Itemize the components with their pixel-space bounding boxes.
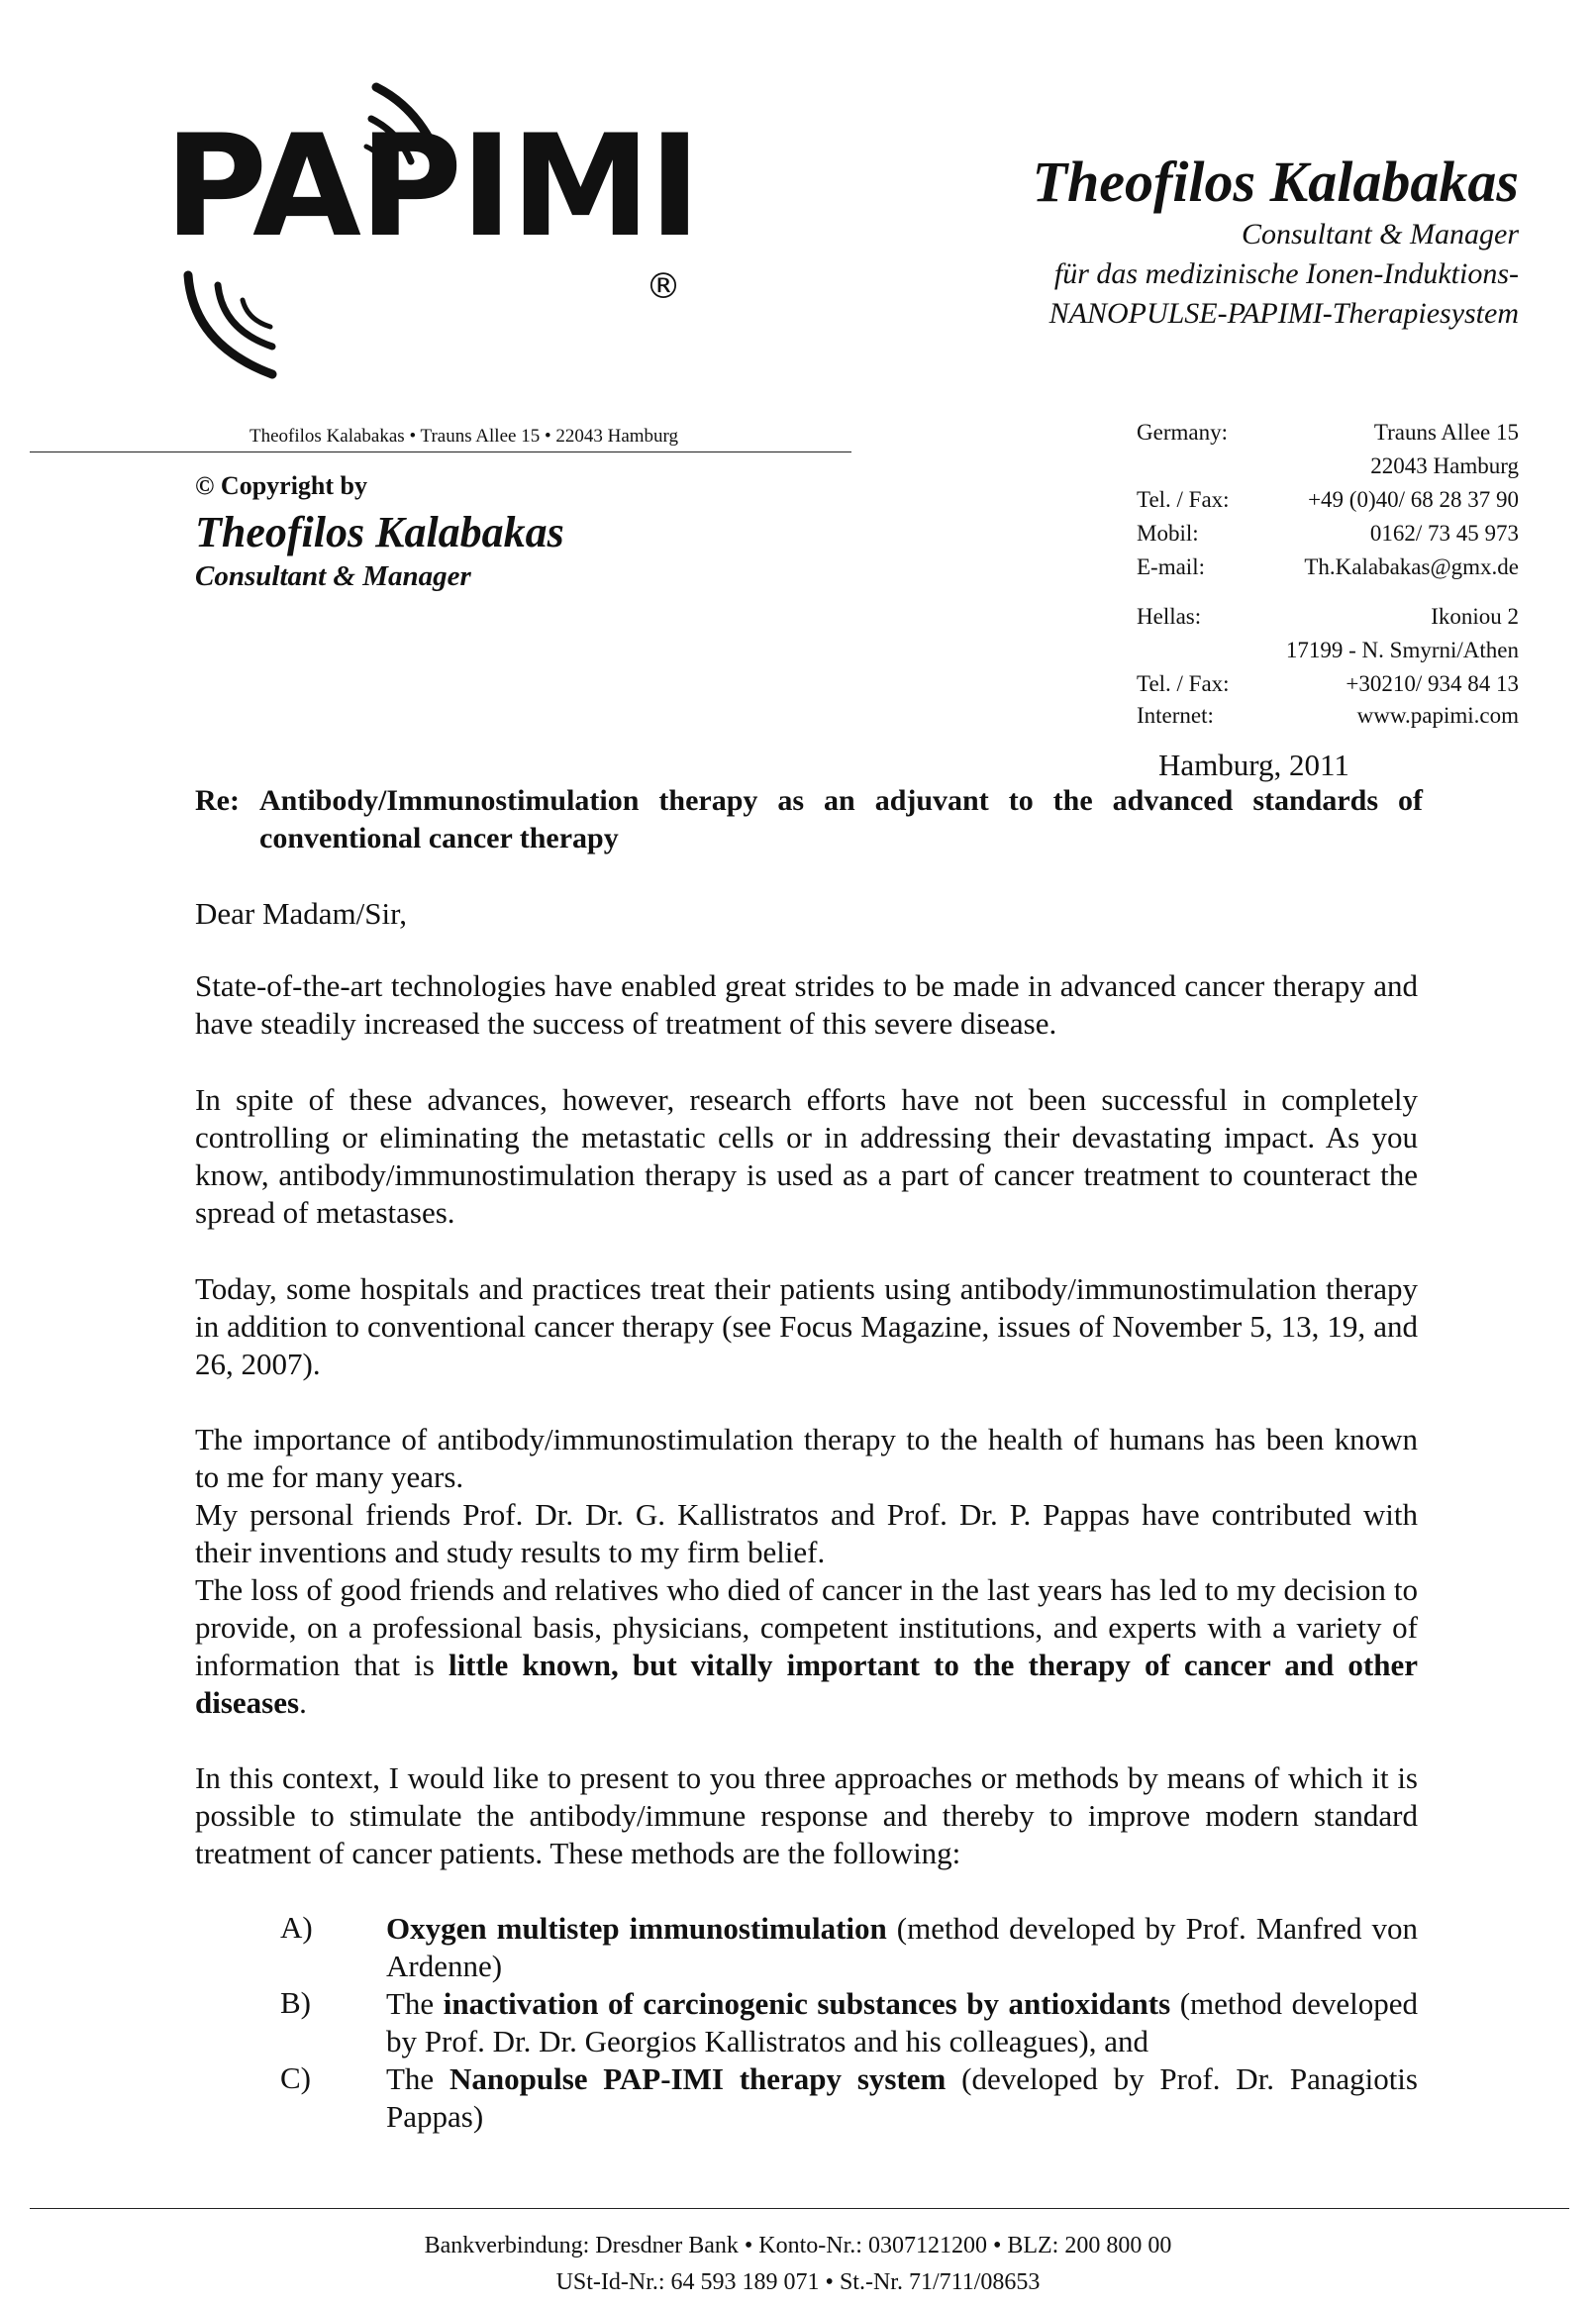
- list-item-a-marker: A): [280, 1910, 313, 1945]
- list-item-c-prefix: The: [386, 2061, 449, 2096]
- germany-street: Trauns Allee 15: [1373, 420, 1519, 445]
- paragraph-4c-emphasis: little known, but vitally important to the therapy of cancer and other diseases: [195, 1648, 1418, 1720]
- website-link[interactable]: www.papimi.com: [1356, 703, 1519, 728]
- hellas-street: Ikoniou 2: [1431, 604, 1519, 629]
- paragraph-3: Today, some hospitals and practices treat their patients using antibody/immunostimulation therapy in addition to conventional cancer therapy (see Focus Magazine, issues of November 5, 13, 19, and 26, 2007).: [195, 1271, 1418, 1381]
- hellas-city: 17199 - N. Smyrni/Athen: [1285, 638, 1519, 662]
- paragraph-4b: My personal friends Prof. Dr. Dr. G. Kallistratos and Prof. Dr. P. Pappas have contributed with their inventions and study results to my firm belief.: [195, 1497, 1418, 1569]
- header-role: Consultant & Manager: [1241, 218, 1519, 251]
- subject-line1: Antibody/Immunostimulation therapy as an adjuvant to the advanced standards of: [259, 784, 1423, 817]
- list-item-b-title: inactivation of carcinogenic substances by antioxidants: [443, 1986, 1171, 2021]
- list-item-a-title: Oxygen multistep immunostimulation: [386, 1911, 887, 1946]
- copyright-role: Consultant & Manager: [195, 560, 471, 592]
- footer-tax-details: USt-Id-Nr.: 64 593 189 071 • St.-Nr. 71/711/08653: [555, 2269, 1041, 2295]
- paragraph-4c-text: The loss of good friends and relatives who died of cancer in the last years has led to my decision to provide, on a professional basis, physicians, competent institutions, and experts with a variety of information that is: [195, 1572, 1418, 1682]
- list-item-b: [386, 1985, 1418, 2060]
- telfax-hellas: +30210/ 934 84 13: [1346, 671, 1519, 696]
- germany-city: 22043 Hamburg: [1370, 453, 1519, 478]
- list-item-c-detail: (developed by Prof. Dr. Panagiotis Pappas): [386, 2061, 1418, 2134]
- letter-date: Hamburg, 2011: [1158, 748, 1349, 782]
- header-description-line2: NANOPULSE-PAPIMI-Therapiesystem: [1048, 297, 1519, 330]
- paragraph-1: State-of-the-art technologies have enabled great strides to be made in advanced cancer therapy and have steadily increased the success of treatment of this severe disease.: [195, 968, 1418, 1041]
- mobil-number: 0162/ 73 45 973: [1369, 521, 1519, 546]
- mobil-label: Mobil:: [1137, 521, 1199, 546]
- paragraph-5: In this context, I would like to present to you three approaches or methods by means of which it is possible to stimulate the antibody/immune response and thereby to improve modern standard treatment of cancer patients. These methods are the following:: [195, 1760, 1418, 1870]
- hellas-label: Hellas:: [1137, 604, 1202, 629]
- return-address: Theofilos Kalabakas • Trauns Allee 15 • 22043 Hamburg: [249, 426, 679, 447]
- paragraph-4c-end: .: [299, 1685, 307, 1720]
- papimi-logo: PAPIMI: [164, 105, 699, 268]
- return-address-divider: [30, 451, 851, 452]
- list-item-c: [386, 2060, 1418, 2136]
- telfax-germany: +49 (0)40/ 68 28 37 90: [1308, 487, 1519, 512]
- email-link[interactable]: Th.Kalabakas@gmx.de: [1304, 554, 1519, 579]
- copyright-name: Theofilos Kalabakas: [195, 508, 564, 556]
- list-item-a: [386, 1910, 1418, 1985]
- paragraph-4a: The importance of antibody/immunostimulation therapy to the health of humans has been known to me for many years.: [195, 1422, 1418, 1494]
- list-item-a-detail: (method developed by Prof. Manfred von Ardenne): [386, 1911, 1418, 1983]
- email-label: E-mail:: [1137, 554, 1205, 579]
- header-name: Theofilos Kalabakas: [1032, 150, 1519, 214]
- subject-label: Re:: [195, 784, 240, 817]
- list-item-b-detail: (method developed by Prof. Dr. Dr. Georgios Kallistratos and his colleagues), and: [386, 1986, 1418, 2058]
- list-item-c-marker: C): [280, 2060, 311, 2095]
- telfax-label-hellas: Tel. / Fax:: [1137, 671, 1230, 696]
- telfax-label: Tel. / Fax:: [1137, 487, 1230, 512]
- footer-divider: [30, 2208, 1569, 2209]
- salutation: Dear Madam/Sir,: [195, 896, 407, 931]
- germany-label: Germany:: [1137, 420, 1228, 445]
- registered-mark: ®: [646, 266, 681, 307]
- paragraph-2: In spite of these advances, however, research efforts have not been successful in completely controlling or eliminating the metastatic cells or in addressing their devastating impact. As you know, antibody/immunostimulation therapy is used as a part of cancer treatment to counteract the spread of metastases.: [195, 1082, 1418, 1230]
- list-item-c-title: Nanopulse PAP-IMI therapy system: [449, 2061, 947, 2096]
- subject-line2: conventional cancer therapy: [259, 822, 619, 854]
- list-item-b-marker: B): [280, 1985, 311, 2020]
- header-description-line1: für das medizinische Ionen-Induktions-: [1053, 257, 1519, 290]
- copyright-line: © Copyright by: [195, 471, 368, 500]
- footer-bank-details: Bankverbindung: Dresdner Bank • Konto-Nr.: 0307121200 • BLZ: 200 800 00: [424, 2233, 1172, 2258]
- internet-label: Internet:: [1137, 703, 1214, 728]
- paragraph-4c: [195, 1571, 1418, 1722]
- list-item-b-prefix: The: [386, 1986, 444, 2021]
